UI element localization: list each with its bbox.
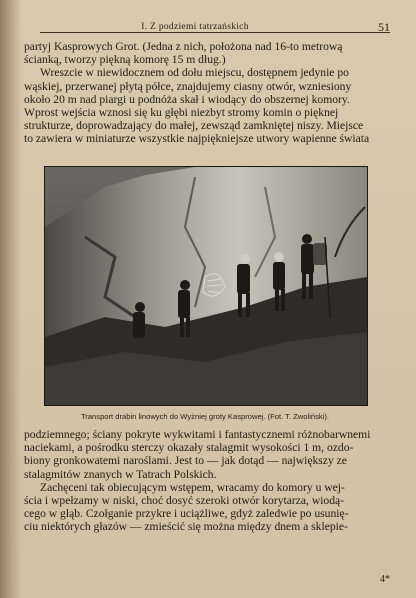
text-line: ścia i wpełzamy w niski, choć dosyć szeroki otwór korytarza, wiodą- [24,494,345,508]
text-line: strukturze, doprowadzający do małej, zewsząd zamkniętej niszy. Miejsce [24,119,364,133]
text-line: podziemnego; ściany pokryte wykwitami i fantastycznemi różnobarwnemi [24,428,371,441]
text-line: cego w głąb. Czołganie przykre i uciążliwe, gdyż zaledwie po usunię- [24,507,349,521]
bottom-paragraph [24,428,384,534]
text-line: biony gronkowatemi naroślami. Jest to — jak dotąd — największy ze [24,454,347,468]
page-number: 51 [378,20,390,34]
running-title: I. Z podziemi tatrzańskich [141,22,249,32]
text-line: to zawiera w miniaturze wszystkie najpiękniejsze utwory wapienne świata [24,132,370,146]
text-line: ścianką, tworzy piękną komorę 15 m dług.) [24,53,226,67]
text-line: Wprost wejścia wznosi się ku głębi niezbyt stromy komin o pięknej [24,106,339,120]
text-line: partyj Kasprowych Grot. (Jedna z nich, położona nad 16-to metrową [24,40,343,53]
photo-illustration [45,167,367,405]
text-line: naciekami, a pośrodku sterczy okazały stalagmit wysokości 1 m, ozdo- [24,441,354,455]
text-line: Wreszcie w niewidocznem od dołu miejscu, dostępnem jedynie po [40,66,349,80]
text-line: wąskiej, przerwanej płytą półce, znajdujemy ciasny otwór, wzniesiony [24,79,352,93]
photograph-climbers-on-rock [44,166,368,406]
text-line: ciu niektórych głazów — zmieścić się można między dnem a sklepie- [24,520,348,534]
top-paragraph [24,40,384,146]
text-line: stalagmitów znanych w Tatrach Polskich. [24,467,217,481]
page-header [40,8,390,33]
photo-caption: Transport drabin linowych do Wyżniej groty Kasprowej. (Fot. T. Zwoliński). [80,412,330,421]
text-line: około 20 m nad piargi u podnóża skał i wiodący do obszernej komory. [24,92,350,106]
text-line: Zachęceni tak obiecującym wstępem, wracamy do komory u wej- [40,480,345,494]
printer-signature: 4* [380,574,390,585]
